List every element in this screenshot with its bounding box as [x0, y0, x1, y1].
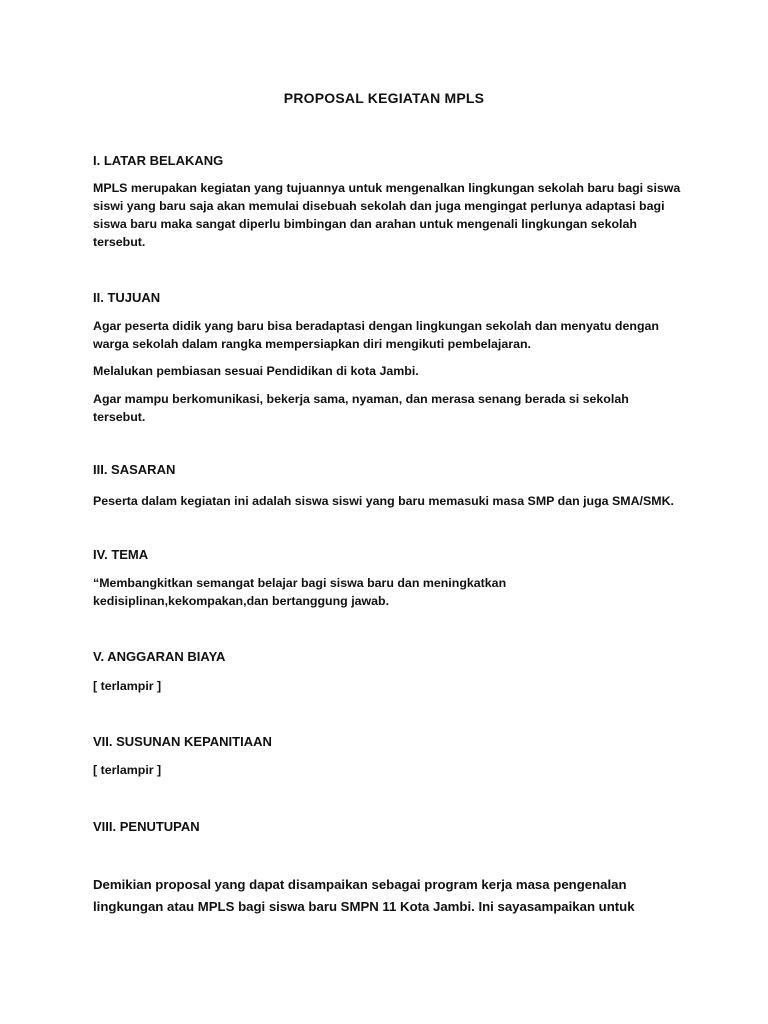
paragraph-anggaran-biaya: [ terlampir ]	[93, 679, 162, 693]
paragraph-tema: “Membangkitkan semangat belajar bagi siswa baru dan meningkatkan kedisiplinan,kekompakan,dan bertanggung jawab.	[93, 576, 507, 608]
paragraph-tujuan-2: Melalukan pembiasan sesuai Pendidikan di kota Jambi.	[93, 364, 419, 378]
section-heading-anggaran-biaya: V. ANGGARAN BIAYA	[93, 649, 226, 664]
section-heading-tujuan: II. TUJUAN	[93, 290, 161, 305]
paragraph-latar-belakang: MPLS merupakan kegiatan yang tujuannya untuk mengenalkan lingkungan sekolah baru bagi siswa siswi yang baru saja akan memulai disebuah sekolah dan juga mengingat perlunya adaptasi bagi siswa baru maka sangat diperlu bimbingan dan arahan untuk mengenali lingkungan sekolah tersebut.	[93, 181, 681, 249]
paragraph-susunan-kepanitiaan: [ terlampir ]	[93, 763, 162, 777]
section-heading-tema: IV. TEMA	[93, 547, 149, 562]
section-heading-sasaran: III. SASARAN	[93, 462, 176, 477]
paragraph-tujuan-1: Agar peserta didik yang baru bisa beradaptasi dengan lingkungan sekolah dan menyatu dengan warga sekolah dalam rangka mempersiapkan diri mengikuti pembelajaran.	[93, 319, 659, 351]
section-heading-susunan-kepanitiaan: VII. SUSUNAN KEPANITIAAN	[93, 734, 272, 749]
section-heading-penutupan: VIII. PENUTUPAN	[93, 819, 200, 834]
section-heading-latar-belakang: I. LATAR BELAKANG	[93, 153, 224, 168]
paragraph-tujuan-3: Agar mampu berkomunikasi, bekerja sama, nyaman, dan merasa senang berada si sekolah tersebut.	[93, 392, 629, 424]
paragraph-sasaran: Peserta dalam kegiatan ini adalah siswa siswi yang baru memasuki masa SMP dan juga SMA/SMK.	[93, 494, 674, 508]
paragraph-penutupan: Demikian proposal yang dapat disampaikan sebagai program kerja masa pengenalan lingkungan atau MPLS bagi siswa baru SMPN 11 Kota Jambi. Ini sayasampaikan untuk	[93, 877, 635, 914]
document-title: PROPOSAL KEGIATAN MPLS	[283, 90, 485, 106]
